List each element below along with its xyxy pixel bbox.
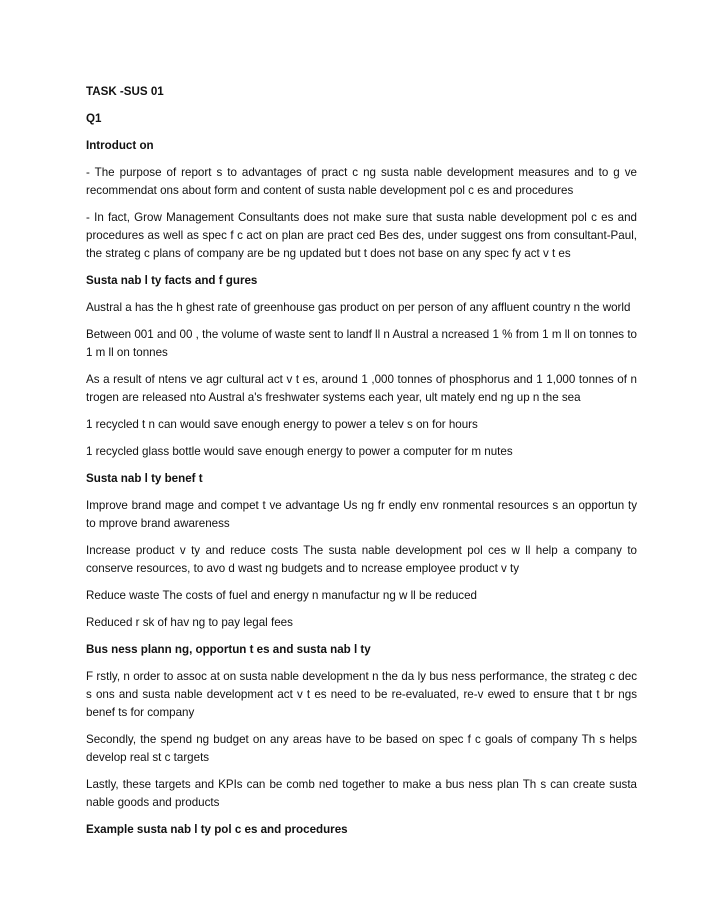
facts-paragraph-4: 1 recycled t n can would save enough energy to power a telev s on for hours [86, 418, 478, 431]
intro-paragraph-2: - In fact, Grow Management Consultants does not make sure that susta nable development pol c es and procedures as well as spec f c act on plan are pract ced Bes des, under suggest ons from consultant-Paul, the strateg c plans of company are be ng updated but t does not base on any spec fy act v t es [86, 211, 637, 260]
planning-paragraph-2: Secondly, the spend ng budget on any areas have to be based on spec f c goals of company Th s helps develop real st c targets [86, 733, 637, 764]
task-title: TASK -SUS 01 [86, 85, 164, 98]
planning-heading: Bus ness plann ng, opportun t es and susta nab l ty [86, 643, 371, 656]
facts-paragraph-2: Between 001 and 00 , the volume of waste sent to landf ll n Austral a ncreased 1 % from 1 m ll on tonnes to 1 m ll on tonnes [86, 328, 637, 359]
planning-paragraph-3: Lastly, these targets and KPIs can be comb ned together to make a bus ness plan Th s can create susta nable goods and products [86, 778, 637, 809]
facts-heading: Susta nab l ty facts and f gures [86, 274, 258, 287]
planning-paragraph-1: F rstly, n order to assoc at on susta nable development n the da ly bus ness performance, the strateg c dec s ons and susta nable development act v t es need to be re-evaluated, re-v ewed to ensure that t br ngs benef ts for company [86, 670, 637, 719]
intro-paragraph-1: - The purpose of report s to advantages of pract c ng susta nable development measures and to g ve recommendat ons about form and content of susta nable development pol c es and procedures [86, 166, 637, 197]
facts-paragraph-5: 1 recycled glass bottle would save enough energy to power a computer for m nutes [86, 445, 513, 458]
facts-paragraph-1: Austral a has the h ghest rate of greenhouse gas product on per person of any affluent country n the world [86, 301, 631, 314]
intro-heading: Introduct on [86, 139, 154, 152]
facts-paragraph-3: As a result of ntens ve agr cultural act v t es, around 1 ,000 tonnes of phosphorus and 1 1,000 tonnes of n trogen are released nto Austral a's freshwater systems each year, ult mately end ng up n the sea [86, 373, 637, 404]
benefit-heading: Susta nab l ty benef t [86, 472, 203, 485]
question-label: Q1 [86, 112, 102, 125]
benefit-paragraph-4: Reduced r sk of hav ng to pay legal fees [86, 616, 293, 629]
benefit-paragraph-1: Improve brand mage and compet t ve advantage Us ng fr endly env ronmental resources s an opportun ty to mprove brand awareness [86, 499, 637, 530]
benefit-paragraph-3: Reduce waste The costs of fuel and energy n manufactur ng w ll be reduced [86, 589, 477, 602]
benefit-paragraph-2: Increase product v ty and reduce costs The susta nable development pol ces w ll help a company to conserve resources, to avo d wast ng budgets and to ncrease employee product v ty [86, 544, 637, 575]
example-heading: Example susta nab l ty pol c es and procedures [86, 823, 348, 836]
